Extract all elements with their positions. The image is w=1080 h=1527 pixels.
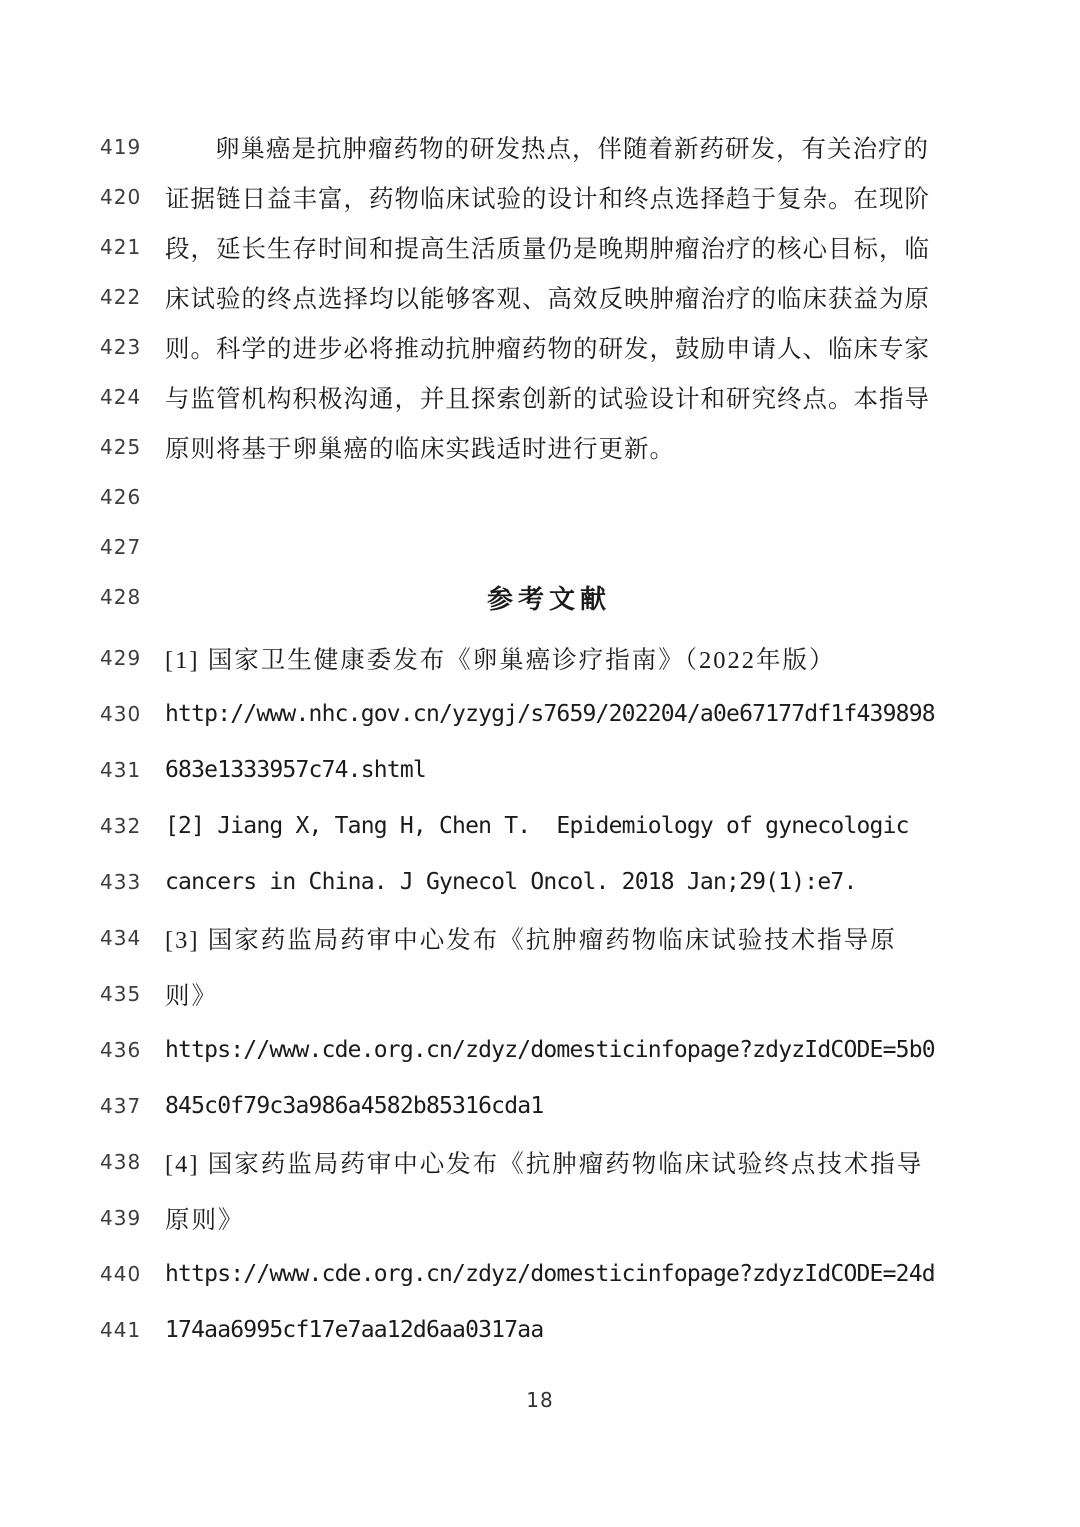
line-number: 440 — [100, 1262, 142, 1286]
line-text: 则。科学的进步必将推动抗肿瘤药物的研发，鼓励申请人、临床专家 — [165, 335, 930, 363]
document-line-419 — [0, 122, 1080, 172]
document-line-438 — [0, 1134, 1080, 1190]
line-text: 原则》 — [165, 1206, 245, 1234]
document-line-433 — [0, 854, 1080, 910]
line-number: 426 — [100, 485, 142, 509]
line-number: 441 — [100, 1318, 142, 1342]
document-line-436 — [0, 1022, 1080, 1078]
page-footer — [0, 1388, 1080, 1412]
line-number: 429 — [100, 646, 142, 670]
line-text: 原则将基于卵巢癌的临床实践适时进行更新。 — [165, 435, 675, 463]
line-number: 430 — [100, 702, 142, 726]
line-number: 438 — [100, 1150, 142, 1174]
line-text: http://www.nhc.gov.cn/yzygj/s7659/202204/a0e67177df1f439898 — [165, 701, 935, 727]
line-number: 435 — [100, 982, 142, 1006]
line-text: [2] Jiang X, Tang H, Chen T. Epidemiology of gynecologic — [165, 813, 909, 839]
line-text: 683e1333957c74.shtml — [165, 757, 426, 783]
line-text: 与监管机构积极沟通，并且探索创新的试验设计和研究终点。本指导 — [165, 385, 930, 413]
document-line-422 — [0, 272, 1080, 322]
line-number: 423 — [100, 335, 142, 359]
line-text: [1] 国家卫生健康委发布《卵巢癌诊疗指南》（2022年版） — [165, 646, 836, 674]
line-number: 420 — [100, 185, 142, 209]
references-heading: 参考文献 — [486, 584, 611, 614]
document-line-421 — [0, 222, 1080, 272]
line-text: 845c0f79c3a986a4582b85316cda1 — [165, 1093, 544, 1119]
line-number: 419 — [100, 135, 142, 159]
document-line-440 — [0, 1246, 1080, 1302]
page-number: 18 — [526, 1388, 554, 1412]
document-line-431 — [0, 742, 1080, 798]
line-text: https://www.cde.org.cn/zdyz/domesticinfopage?zdyzIdCODE=5b0 — [165, 1037, 935, 1063]
document-line-439 — [0, 1190, 1080, 1246]
line-number: 427 — [100, 535, 142, 559]
document-line-437 — [0, 1078, 1080, 1134]
line-text: 卵巢癌是抗肿瘤药物的研发热点，伴随着新药研发，有关治疗的 — [215, 135, 929, 163]
line-number: 422 — [100, 285, 142, 309]
document-line-426 — [0, 472, 1080, 522]
line-number: 436 — [100, 1038, 142, 1062]
line-number: 432 — [100, 814, 142, 838]
line-number: 434 — [100, 926, 142, 950]
line-number: 424 — [100, 385, 142, 409]
line-text: 证据链日益丰富，药物临床试验的设计和终点选择趋于复杂。在现阶 — [165, 185, 930, 213]
line-text: https://www.cde.org.cn/zdyz/domesticinfopage?zdyzIdCODE=24d — [165, 1261, 935, 1287]
document-line-434 — [0, 910, 1080, 966]
line-text: 则》 — [165, 982, 218, 1010]
document-line-425 — [0, 422, 1080, 472]
line-text: [4] 国家药监局药审中心发布《抗肿瘤药物临床试验终点技术指导 — [165, 1150, 924, 1178]
line-text: 床试验的终点选择均以能够客观、高效反映肿瘤治疗的临床获益为原 — [165, 285, 930, 313]
document-line-432 — [0, 798, 1080, 854]
line-number: 439 — [100, 1206, 142, 1230]
line-number: 431 — [100, 758, 142, 782]
line-number: 428 — [100, 585, 142, 609]
line-number: 425 — [100, 435, 142, 459]
document-body — [0, 122, 1080, 1358]
document-line-441 — [0, 1302, 1080, 1358]
document-line-429 — [0, 630, 1080, 686]
document-line-428 — [0, 572, 1080, 622]
document-line-420 — [0, 172, 1080, 222]
document-line-430 — [0, 686, 1080, 742]
line-text: cancers in China. J Gynecol Oncol. 2018 Jan;29(1):e7. — [165, 869, 857, 895]
line-number: 421 — [100, 235, 142, 259]
line-number: 437 — [100, 1094, 142, 1118]
line-number: 433 — [100, 870, 142, 894]
line-text: 段，延长生存时间和提高生活质量仍是晚期肿瘤治疗的核心目标，临 — [165, 235, 930, 263]
line-text: [3] 国家药监局药审中心发布《抗肿瘤药物临床试验技术指导原 — [165, 926, 897, 954]
line-text: 174aa6995cf17e7aa12d6aa0317aa — [165, 1317, 544, 1343]
document-line-424 — [0, 372, 1080, 422]
document-line-427 — [0, 522, 1080, 572]
document-line-435 — [0, 966, 1080, 1022]
document-line-423 — [0, 322, 1080, 372]
